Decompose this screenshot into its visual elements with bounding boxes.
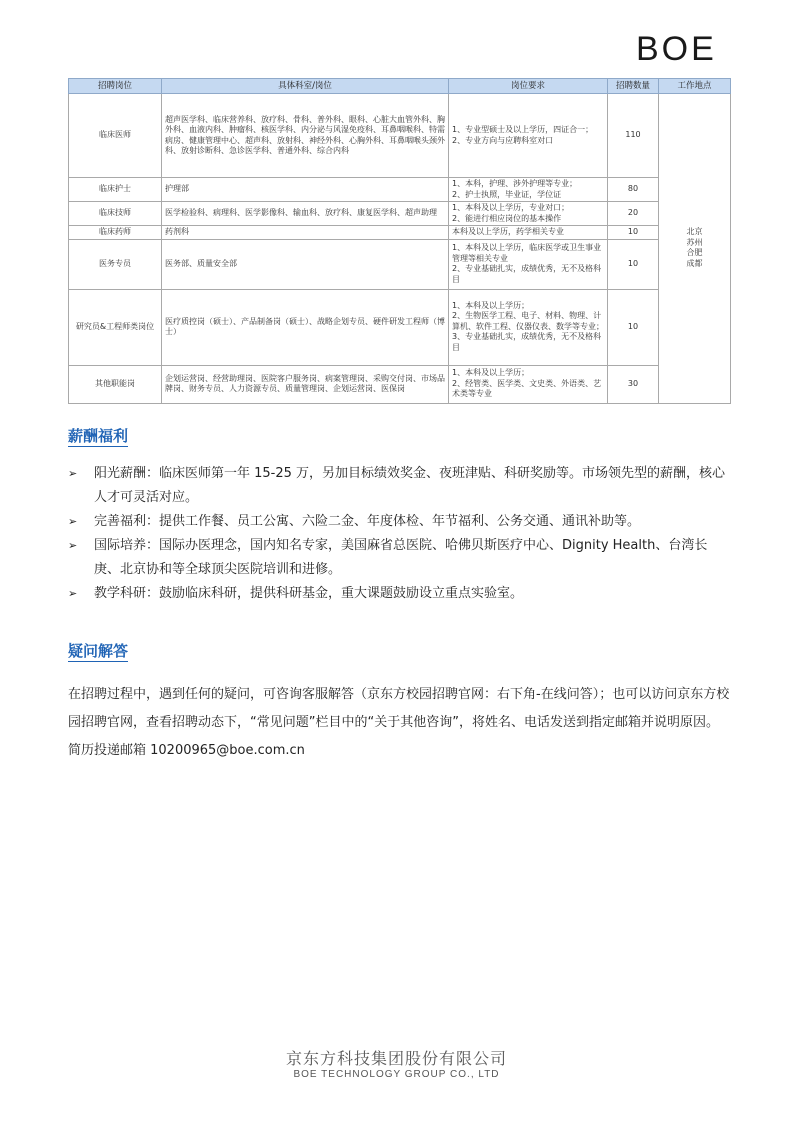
cell-position: 临床医师 [69,94,162,178]
cell-count: 110 [608,94,659,178]
arrow-bullet-icon: ➢ [68,587,78,600]
cell-departments: 超声医学科、临床营养科、放疗科、骨科、普外科、眼科、心脏大血管外科、胸外科、血液内科、肿瘤科、核医学科、内分泌与风湿免疫科、耳鼻咽喉科、特需病房、健康管理中心、超声科、放射科、神经外科、心胸外科、耳鼻咽喉头颈外科、放射诊断科、急诊医学科、普通外科、综合内科 [162,94,449,178]
cell-position: 临床技师 [69,202,162,226]
cell-position: 研究员&工程师类岗位 [69,289,162,365]
salary-section-title: 薪酬福利 [68,427,129,445]
table-row [69,365,731,403]
list-item [68,534,730,582]
cell-departments: 企划运营岗、经营助理岗、医院客户服务岗、病案管理岗、采购交付岗、市场品牌岗、财务专员、人力资源专员、质量管理岗、企划运营岗、医保岗 [162,365,449,403]
cell-requirements: 1、本科及以上学历，临床医学或卫生事业管理等相关专业 2、专业基础扎实，成绩优秀，无不及格科目 [449,239,608,289]
table-row [69,226,731,240]
footer-company-cn: 京东方科技集团股份有限公司 [285,1049,507,1068]
table-header-row [69,79,731,94]
cell-position: 医务专员 [69,239,162,289]
cell-departments: 护理部 [162,178,449,202]
cell-departments: 医务部、质量安全部 [162,239,449,289]
cell-requirements: 1、本科及以上学历，专业对口； 2、能进行相应岗位的基本操作 [449,202,608,226]
recruitment-table [68,78,731,404]
header-location: 工作地点 [659,79,731,94]
cell-departments: 医疗质控岗（硕士）、产品制备岗（硕士）、战略企划专员、硬件研发工程师（博士） [162,289,449,365]
table-row [69,239,731,289]
table-row [69,94,731,178]
header-count: 招聘数量 [608,79,659,94]
cell-requirements: 1、专业型硕士及以上学历，四证合一； 2、专业方向与应聘科室对口 [449,94,608,178]
cell-count: 10 [608,226,659,240]
table-row [69,289,731,365]
benefit-text: 阳光薪酬：临床医师第一年 15-25 万，另加目标绩效奖金、夜班津贴、科研奖励等。市场领先型的薪酬，核心人才可灵活对应。 [94,466,726,505]
cell-count: 10 [608,289,659,365]
arrow-bullet-icon: ➢ [68,515,78,528]
benefit-text: 完善福利：提供工作餐、员工公寓、六险二金、年度体检、年节福利、公务交通、通讯补助等。 [94,514,641,529]
list-item [68,462,730,510]
arrow-bullet-icon: ➢ [68,539,78,552]
cell-requirements: 本科及以上学历，药学相关专业 [449,226,608,240]
table-row [69,202,731,226]
cell-requirements: 1、本科及以上学历； 2、生物医学工程、电子、材料、物理、计算机、软件工程、仪器仪表、数学等专业； 3、专业基础扎实，成绩优秀，无不及格科目 [449,289,608,365]
faq-paragraph: 在招聘过程中，遇到任何的疑问，可咨询客服解答（京东方校园招聘官网：右下角-在线问答）；也可以访问京东方校园招聘官网，查看招聘动态下，“常见问题”栏目中的“关于其他咨询”，将姓名、电话发送到指定邮箱并说明原因。简历投递邮箱 10200965@boe.com.cn [68,687,730,758]
cell-count: 20 [608,202,659,226]
cell-count: 30 [608,365,659,403]
table-row [69,178,731,202]
boe-logo: BOE [636,30,717,68]
cell-position: 临床药师 [69,226,162,240]
cell-departments: 药剂科 [162,226,449,240]
header-position: 招聘岗位 [69,79,162,94]
cell-location: 北京 苏州 合肥 成都 [659,94,731,404]
benefit-text: 教学科研：鼓励临床科研，提供科研基金，重大课题鼓励设立重点实验室。 [94,586,524,601]
header-requirements: 岗位要求 [449,79,608,94]
cell-requirements: 1、本科，护理、涉外护理等专业； 2、护士执照，毕业证，学位证 [449,178,608,202]
list-item [68,582,730,606]
faq-section-title: 疑问解答 [68,642,129,660]
cell-count: 10 [608,239,659,289]
cell-position: 其他职能岗 [69,365,162,403]
cell-position: 临床护士 [69,178,162,202]
list-item [68,510,730,534]
cell-count: 80 [608,178,659,202]
benefit-text: 国际培养：国际办医理念，国内知名专家，美国麻省总医院、哈佛贝斯医疗中心、Dignity Health、台湾长庚、北京协和等全球顶尖医院培训和进修。 [94,538,708,577]
header-departments: 具体科室/岗位 [162,79,449,94]
cell-departments: 医学检验科、病理科、医学影像科、输血科、放疗科、康复医学科、超声助理 [162,202,449,226]
arrow-bullet-icon: ➢ [68,467,78,480]
footer-company-en: BOE TECHNOLOGY GROUP CO., LTD [293,1069,500,1080]
cell-requirements: 1、本科及以上学历； 2、经管类、医学类、文史类、外语类、艺术类等专业 [449,365,608,403]
salary-benefits-list [68,462,730,606]
